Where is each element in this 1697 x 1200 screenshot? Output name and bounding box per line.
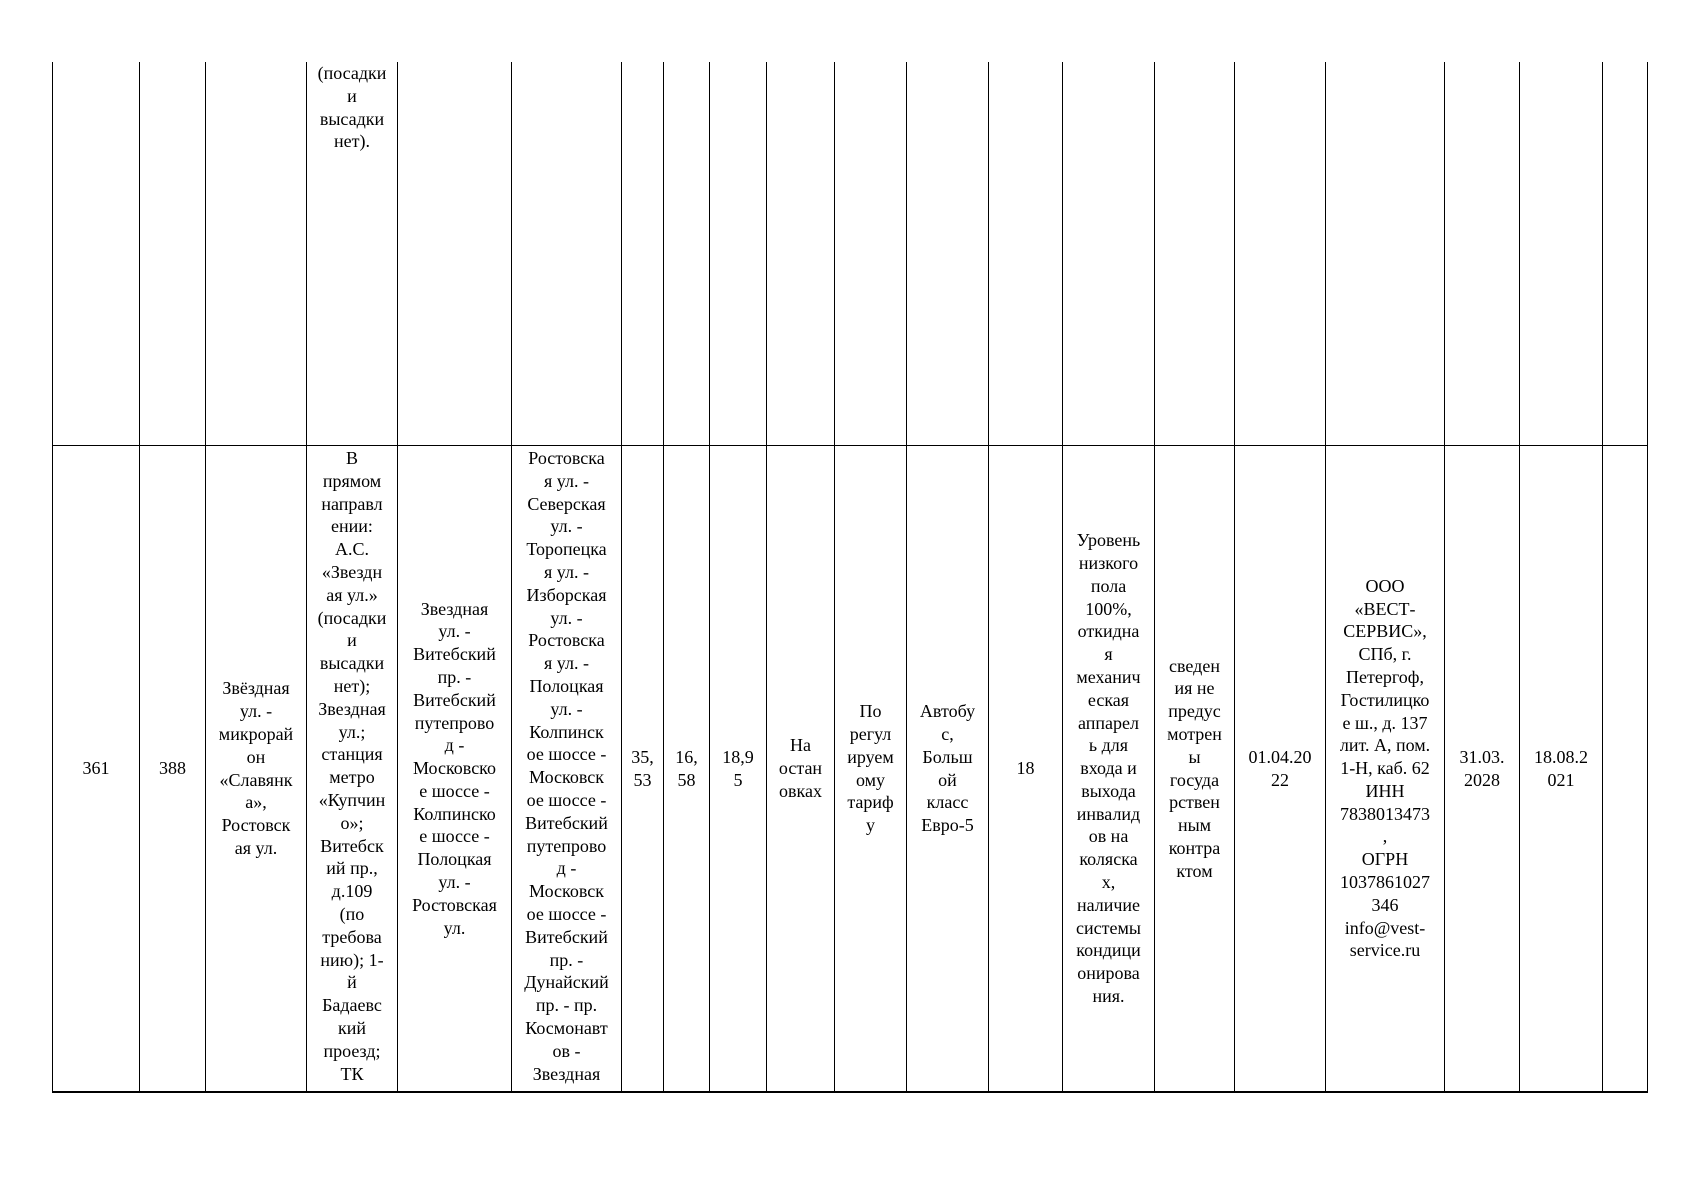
cell-text-line: регул <box>849 723 892 744</box>
cell-text-line: ая ул.» <box>326 584 378 605</box>
cell-length-forward <box>622 446 664 1093</box>
cell-text-line: Изборская <box>526 584 607 605</box>
cell-stops <box>307 446 398 1093</box>
cell-text-line: Звёздная <box>222 678 290 699</box>
cell-text-line: Уровень <box>1076 530 1141 551</box>
cell-text-line: (по <box>339 903 365 924</box>
cell-text-line: я ул. - <box>544 561 589 582</box>
cell-text-line: 16, <box>675 746 698 767</box>
cell-length-total <box>710 62 767 446</box>
cell-route-name <box>206 446 307 1093</box>
cell-vehicle <box>907 446 989 1093</box>
cell-text-line: ий пр., <box>326 858 378 879</box>
cell-text-line: механич <box>1076 666 1141 687</box>
cell-streets-forward <box>398 446 512 1093</box>
cell-text-line: Витебский <box>525 926 608 947</box>
cell-text-line: ое шоссе - <box>526 789 607 810</box>
cell-text-line: метро <box>329 767 375 788</box>
cell-length-back <box>664 446 710 1093</box>
cell-text-line: д.109 <box>331 881 373 902</box>
cell-streets-back <box>512 62 622 446</box>
cell-length-total <box>710 446 767 1093</box>
cell-text-line: 1037861027 <box>1340 872 1430 893</box>
cell-text-line: пола <box>1090 575 1127 596</box>
cell-text-line: 31.03. <box>1459 746 1505 767</box>
cell-text-line: ния. <box>1092 986 1125 1007</box>
cell-text-line: Северская <box>527 493 606 514</box>
cell-text-line: 58 <box>677 769 696 790</box>
cell-text-line: инвалид <box>1076 803 1141 824</box>
cell-boarding-order <box>767 446 835 1093</box>
cell-text-line: ому <box>855 769 886 790</box>
cell-text-line: высадки <box>319 108 385 129</box>
cell-text-line: высадки <box>319 653 385 674</box>
cell-vehicle-features <box>1063 62 1155 446</box>
cell-text-line: путепрово <box>414 712 495 733</box>
cell-text-line: ов на <box>1088 826 1129 847</box>
cell-text-line: Ростовск <box>221 815 291 836</box>
cell-carrier <box>1326 446 1445 1093</box>
cell-text-line: выхода <box>1081 780 1136 801</box>
cell-end-date <box>1445 62 1520 446</box>
table-row-previous <box>53 62 1648 446</box>
cell-text-line: низкого <box>1078 552 1139 573</box>
cell-text-line: я ул. - <box>544 470 589 491</box>
cell-text-line: Гостилицко <box>1340 689 1430 710</box>
cell-text-line: д - <box>556 858 577 879</box>
cell-last <box>1603 446 1648 1093</box>
cell-streets-forward <box>398 62 512 446</box>
cell-text-line: тариф <box>847 792 894 813</box>
cell-text-line: ой <box>938 769 957 790</box>
cell-text-line: наличие <box>1076 894 1141 915</box>
cell-text-line: «Купчин <box>318 789 386 810</box>
cell-text-line: Звездная <box>532 1063 601 1084</box>
cell-text-line: 100%, <box>1085 598 1132 619</box>
cell-length-back <box>664 62 710 446</box>
cell-text-line: Колпинск <box>529 721 604 742</box>
cell-text-line: Дунайский <box>524 972 609 993</box>
cell-text-line: 1-Н, каб. 62 <box>1340 758 1430 779</box>
cell-vehicle-count: 18 <box>989 446 1063 1093</box>
cell-text-line: онирова <box>1077 963 1140 984</box>
cell-text-line: СЕРВИС», <box>1343 621 1427 642</box>
cell-text-line: у <box>866 815 875 836</box>
cell-text-line: ов - <box>552 1040 581 1061</box>
cell-text-line: станция <box>321 744 383 765</box>
cell-text-line: еская <box>1087 689 1130 710</box>
cell-text-line: путепрово <box>526 835 607 856</box>
cell-registry-date <box>1520 446 1603 1093</box>
cell-text-line: Космонавт <box>525 1017 608 1038</box>
cell-boarding-order <box>767 62 835 446</box>
cell-text-line: прямом <box>322 470 382 491</box>
cell-text-line: он <box>246 746 266 767</box>
cell-tariff <box>835 62 907 446</box>
cell-carrier <box>1326 62 1445 446</box>
cell-text-line: ул. - <box>239 701 273 722</box>
cell-text-line: Автобу <box>919 701 976 722</box>
cell-text-line: ая ул. <box>234 837 278 858</box>
cell-reg-number <box>53 62 140 446</box>
cell-text-line: овках <box>779 780 822 801</box>
cell-text-line: 18.08.2 <box>1534 746 1588 767</box>
cell-text-line: 35, <box>631 746 654 767</box>
cell-text-line: кондици <box>1076 940 1141 961</box>
cell-text-line: 2028 <box>1464 769 1500 790</box>
cell-text-line: коляска <box>1079 849 1138 870</box>
cell-text-line: А.С. <box>334 539 369 560</box>
cell-text-line: кий <box>337 1017 366 1038</box>
cell-text-line: (посадки <box>317 63 387 83</box>
cell-text-line: ении: <box>331 516 373 537</box>
cell-text-line: а», <box>245 792 267 813</box>
cell-vehicle-count <box>989 62 1063 446</box>
cell-text-line: На <box>790 735 811 756</box>
cell-text-line: нию); 1- <box>320 949 384 970</box>
cell-text-line: ным <box>1177 815 1212 836</box>
cell-text-line: (посадки <box>317 607 387 628</box>
cell-text-line: Витебский <box>413 644 496 665</box>
cell-text-line: с, <box>941 723 954 744</box>
cell-text-line: Полоцкая <box>529 675 604 696</box>
cell-registry-date <box>1520 62 1603 446</box>
cell-text-line: е шоссе - <box>419 826 490 847</box>
cell-reg-number: 361 <box>53 446 140 1093</box>
cell-text-line: Витебский <box>413 689 496 710</box>
cell-text-line: 18,9 <box>722 746 754 767</box>
cell-text-line: е шоссе - <box>419 780 490 801</box>
cell-text-line: контра <box>1168 837 1221 858</box>
cell-text-line: Звездная <box>318 698 386 719</box>
cell-text-line: Ростовска <box>528 630 605 651</box>
cell-text-line: «Славянк <box>219 769 293 790</box>
cell-text-line: 22 <box>1271 769 1289 790</box>
cell-text-line: ул. - <box>438 872 471 893</box>
cell-text-line: Петергоф, <box>1346 666 1424 687</box>
cell-text-line: пр. - <box>437 666 472 687</box>
cell-text-line: предус <box>1168 701 1221 722</box>
cell-text-line: откидна <box>1077 621 1140 642</box>
cell-text-line: «Звездн <box>321 561 383 582</box>
cell-text-line: 01.04.20 <box>1248 746 1312 767</box>
cell-text-line: 53 <box>633 769 652 790</box>
cell-text-line: Больш <box>922 746 973 767</box>
cell-text-line: В <box>345 448 358 468</box>
cell-tariff <box>835 446 907 1093</box>
cell-route-name <box>206 62 307 446</box>
cell-text-line: проезд; <box>323 1040 381 1061</box>
cell-text-line: х, <box>1101 872 1116 893</box>
cell-text-line: ИНН <box>1365 780 1405 801</box>
cell-contract-info <box>1155 62 1235 446</box>
cell-stops <box>307 62 398 446</box>
cell-vehicle <box>907 62 989 446</box>
cell-text-line: Евро-5 <box>921 815 974 836</box>
cell-text-line: й <box>347 972 357 993</box>
cell-text-line: сведен <box>1169 655 1220 676</box>
cell-text-line: СПб, г. <box>1358 644 1412 665</box>
cell-text-line: е ш., д. 137 <box>1342 712 1428 733</box>
cell-text-line: Московско <box>412 758 497 779</box>
cell-text-line: Ростовска <box>528 448 605 468</box>
cell-text-line: По <box>859 701 882 722</box>
cell-text-line: Витебск <box>320 835 384 856</box>
cell-text-line: о»; <box>340 812 364 833</box>
cell-text-line: 021 <box>1547 769 1575 790</box>
cell-text-line: 346 <box>1371 894 1399 915</box>
cell-text-line: «ВЕСТ- <box>1354 598 1416 619</box>
cell-text-line: service.ru <box>1349 940 1421 961</box>
cell-text-line: ул. - <box>550 516 583 537</box>
route-registry-table <box>52 62 1648 1093</box>
cell-text-line: ое шоссе - <box>526 744 607 765</box>
cell-text-line: пр. - <box>549 949 584 970</box>
cell-text-line: Ростовская <box>412 894 497 915</box>
cell-text-line: ул. - <box>550 698 583 719</box>
cell-text-line: мотрен <box>1167 723 1222 744</box>
cell-text-line: и <box>347 85 357 106</box>
cell-text-line: 5 <box>733 769 743 790</box>
cell-text-line: ое шоссе - <box>526 903 607 924</box>
cell-text-line: направл <box>321 493 383 514</box>
cell-text-line: Московск <box>529 881 604 902</box>
cell-streets-back <box>512 446 622 1093</box>
cell-text-line: ТК <box>340 1063 364 1084</box>
cell-end-date <box>1445 446 1520 1093</box>
table-row-route-361 <box>53 446 1648 1093</box>
cell-text-line: госуда <box>1169 769 1220 790</box>
cell-text-line: Колпинско <box>413 803 496 824</box>
cell-vehicle-features <box>1063 446 1155 1093</box>
cell-text-line: ия не <box>1174 678 1215 699</box>
cell-text-line: Витебский <box>525 812 608 833</box>
cell-text-line: Московск <box>529 767 604 788</box>
cell-text-line: ул. <box>443 917 466 938</box>
cell-text-line: Звездная <box>420 598 489 619</box>
cell-text-line: ул.; <box>338 721 366 742</box>
cell-text-line: Полоцкая <box>417 849 492 870</box>
cell-last <box>1603 62 1648 446</box>
cell-text-line: ктом <box>1176 860 1213 881</box>
cell-text-line: и <box>347 630 357 651</box>
cell-start-date <box>1235 446 1326 1093</box>
cell-text-line: лит. А, пом. <box>1339 735 1431 756</box>
cell-text-line: info@vest- <box>1344 917 1426 938</box>
cell-text-line: требова <box>322 926 382 947</box>
cell-text-line: системы <box>1076 917 1141 938</box>
cell-text-line: ь для <box>1088 735 1129 756</box>
cell-route-number <box>140 62 206 446</box>
cell-text-line: Бадаевс <box>322 995 382 1016</box>
cell-text-line: , <box>1382 826 1388 847</box>
cell-text-line: д - <box>444 735 465 756</box>
cell-text-line: нет). <box>334 131 370 152</box>
cell-text-line: я <box>1104 644 1113 665</box>
cell-text-line: пр. - пр. <box>535 995 598 1016</box>
cell-text-line: ы <box>1188 746 1201 767</box>
cell-start-date <box>1235 62 1326 446</box>
cell-text-line: я ул. - <box>544 653 589 674</box>
cell-text-line: Торопецка <box>526 539 607 560</box>
cell-text-line: ируем <box>847 746 894 767</box>
cell-text-line: остан <box>778 758 823 779</box>
cell-text-line: аппарел <box>1078 712 1139 733</box>
cell-text-line: ул. - <box>550 607 583 628</box>
cell-text-line: входа и <box>1080 758 1137 779</box>
cell-text-line: ул. - <box>438 621 471 642</box>
cell-text-line: рствен <box>1169 792 1220 813</box>
cell-text-line: ООО <box>1365 575 1405 596</box>
cell-text-line: нет); <box>333 675 371 696</box>
cell-text-line: ОГРН <box>1361 849 1409 870</box>
cell-contract-info <box>1155 446 1235 1093</box>
cell-text-line: класс <box>926 792 969 813</box>
cell-route-number: 388 <box>140 446 206 1093</box>
cell-length-forward <box>622 62 664 446</box>
cell-text-line: 7838013473 <box>1340 803 1430 824</box>
cell-text-line: микрорай <box>218 723 294 744</box>
